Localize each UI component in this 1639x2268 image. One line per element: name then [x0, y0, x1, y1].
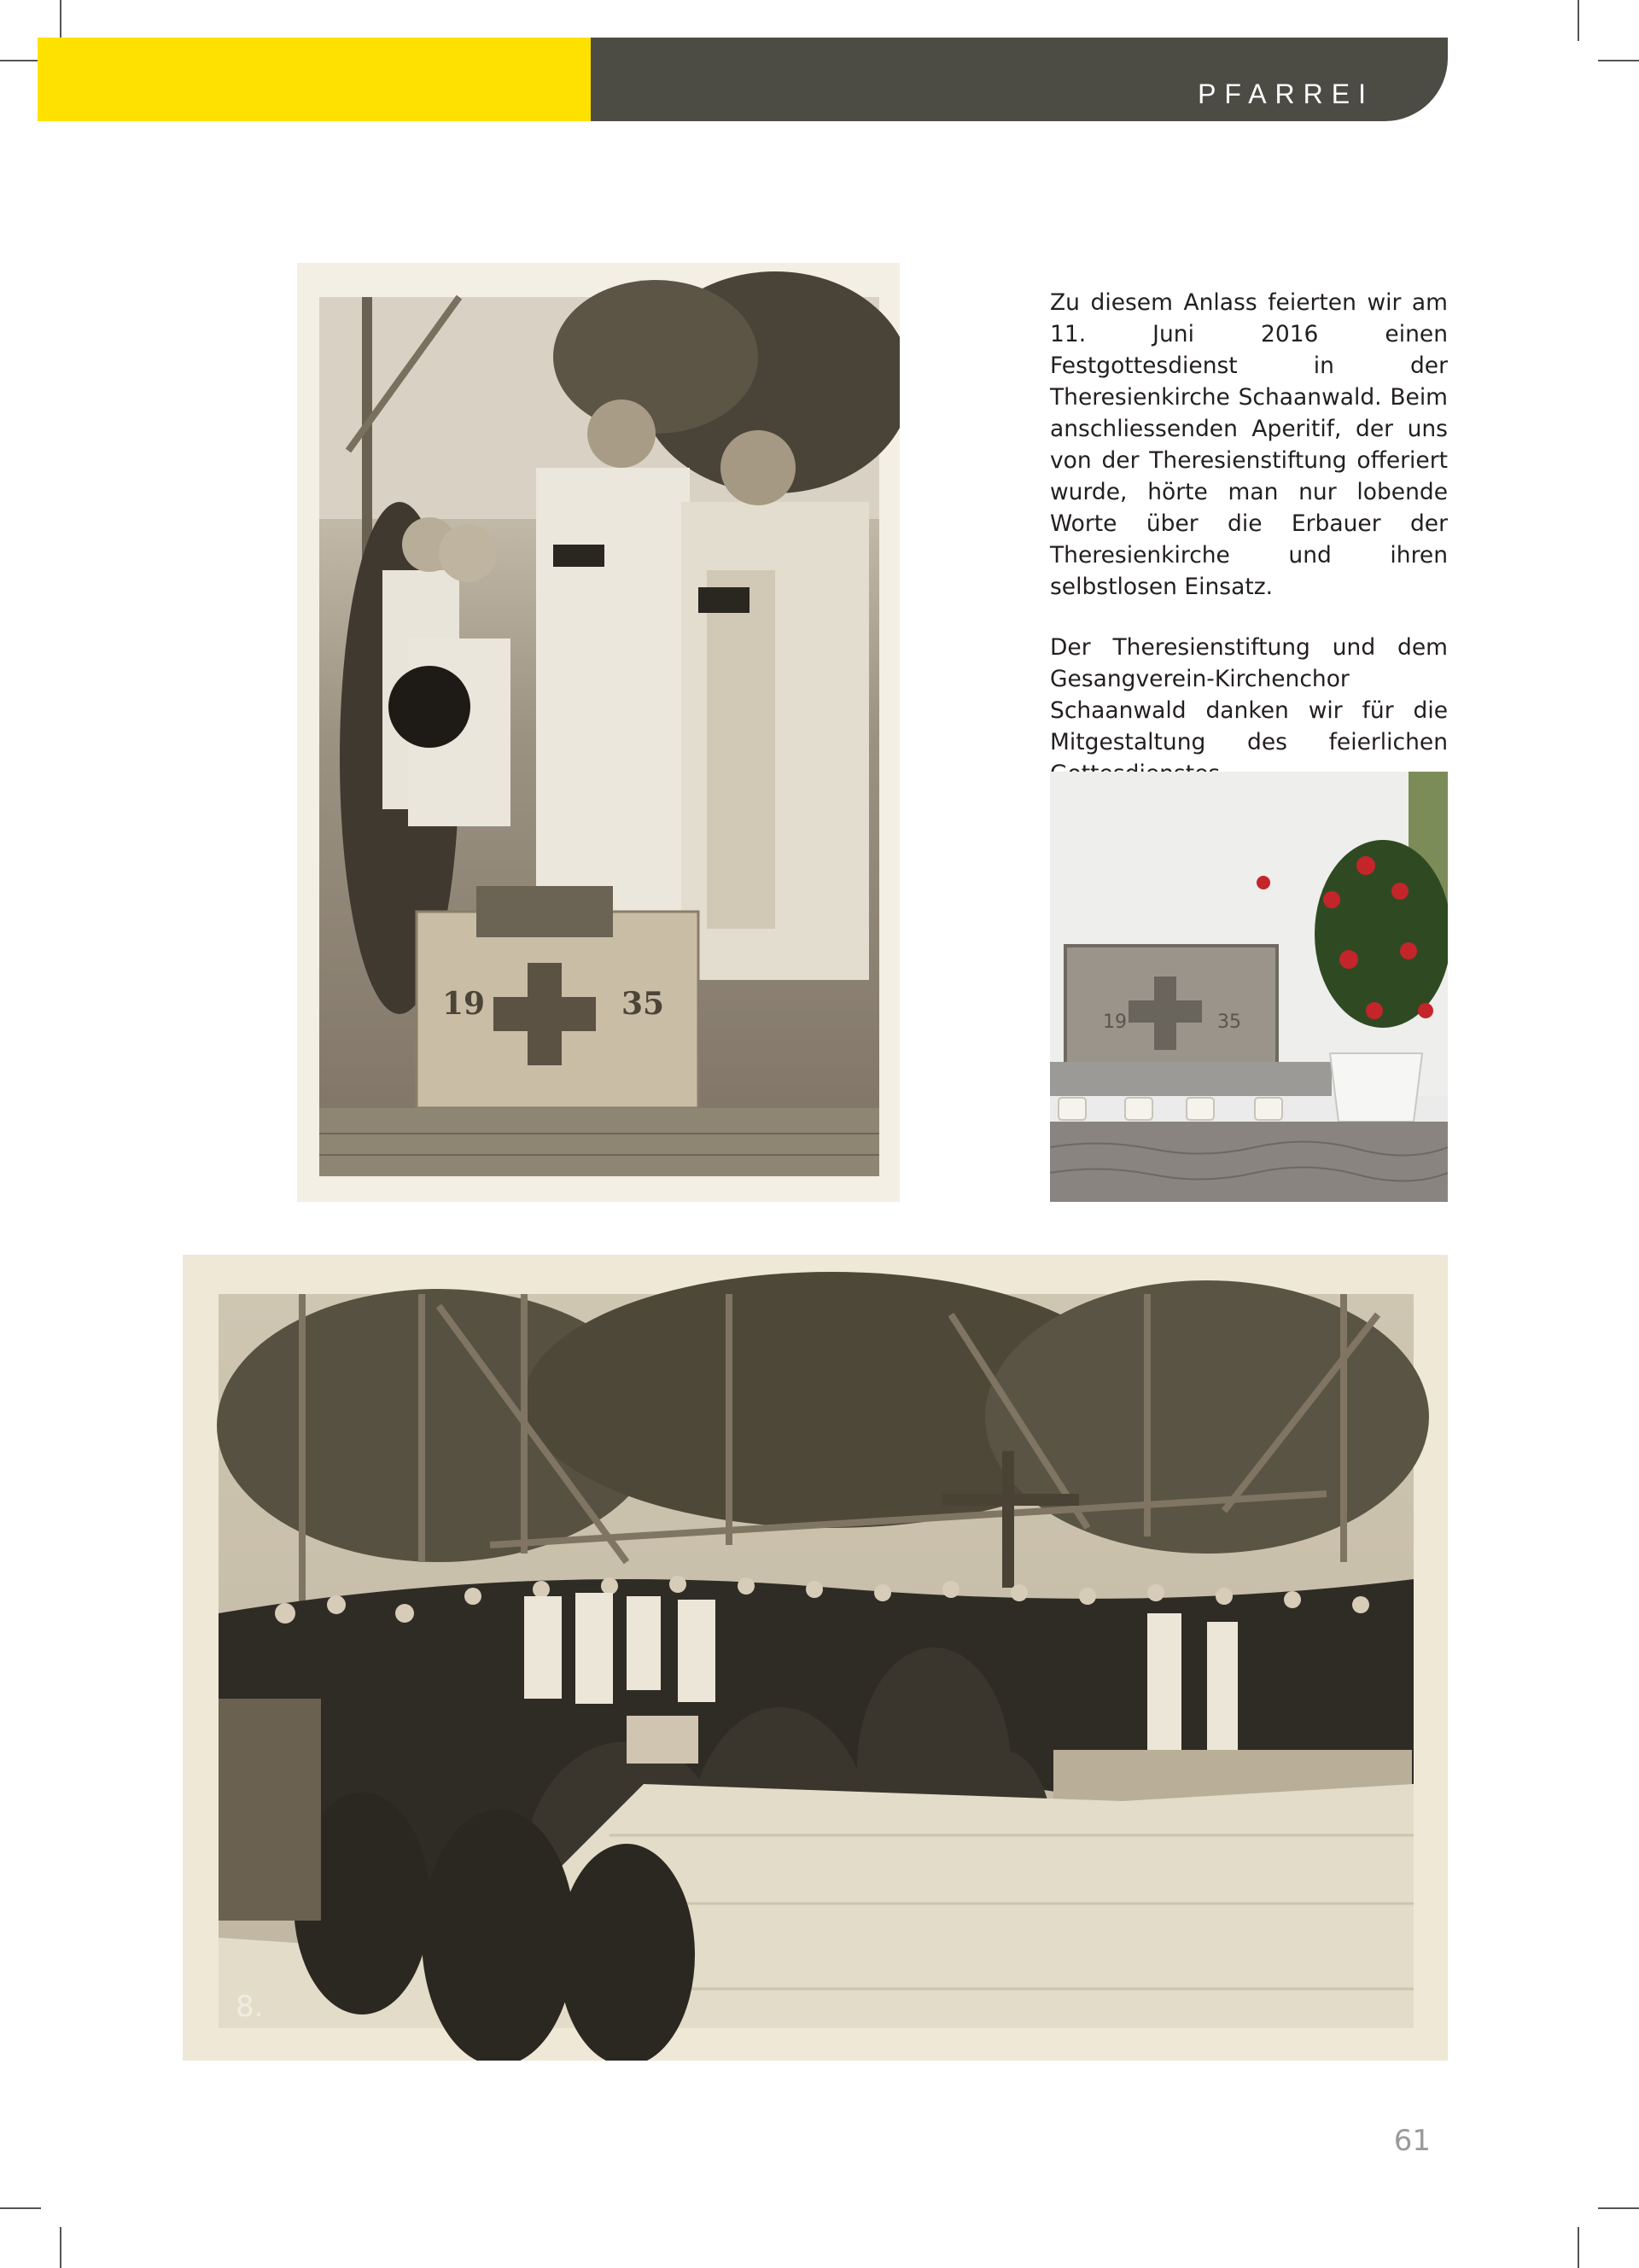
crop-mark	[1578, 2227, 1579, 2268]
header-accent-bar	[38, 38, 591, 121]
crop-mark	[1598, 60, 1639, 61]
stone-year-left: 19	[442, 986, 486, 1022]
stone-year-right: 35	[621, 986, 665, 1022]
plaque-year-right: 35	[1217, 1012, 1241, 1033]
photo-crowd-ceremony	[183, 1255, 1448, 2061]
photo-foundation-ceremony	[297, 263, 900, 1202]
paragraph: Zu diesem Anlass feierten wir am 11. Juni 2016 einen Festgottesdienst in der Theresienkirche Schaanwald. Beim anschliessenden Aperitif, der uns von der Theresienstiftung offeriert wurde, hörte man nur lobende Worte über die Erbauer der Theresienkirche und ihren selbstlosen Einsatz.	[1050, 289, 1448, 600]
crop-mark	[60, 2227, 61, 2268]
crop-mark	[1598, 2207, 1639, 2209]
page-number: 61	[1393, 2124, 1431, 2158]
crop-mark	[0, 60, 41, 61]
photo-number: 8.	[236, 1990, 264, 2024]
plaque-year-left: 19	[1103, 1012, 1127, 1033]
header-section-bar	[591, 38, 1448, 121]
section-title: PFARREI	[1198, 79, 1374, 109]
crop-mark	[1578, 0, 1579, 41]
paragraph: Der Theresienstiftung und dem Gesangverein-Kirchenchor Schaanwald danken wir für die Mitgestaltung des feierlichen	[1050, 634, 1448, 755]
article-text	[1050, 287, 1448, 819]
crop-mark	[60, 0, 61, 41]
photo-memorial-stone	[1050, 772, 1448, 1202]
crop-mark	[0, 2207, 41, 2209]
